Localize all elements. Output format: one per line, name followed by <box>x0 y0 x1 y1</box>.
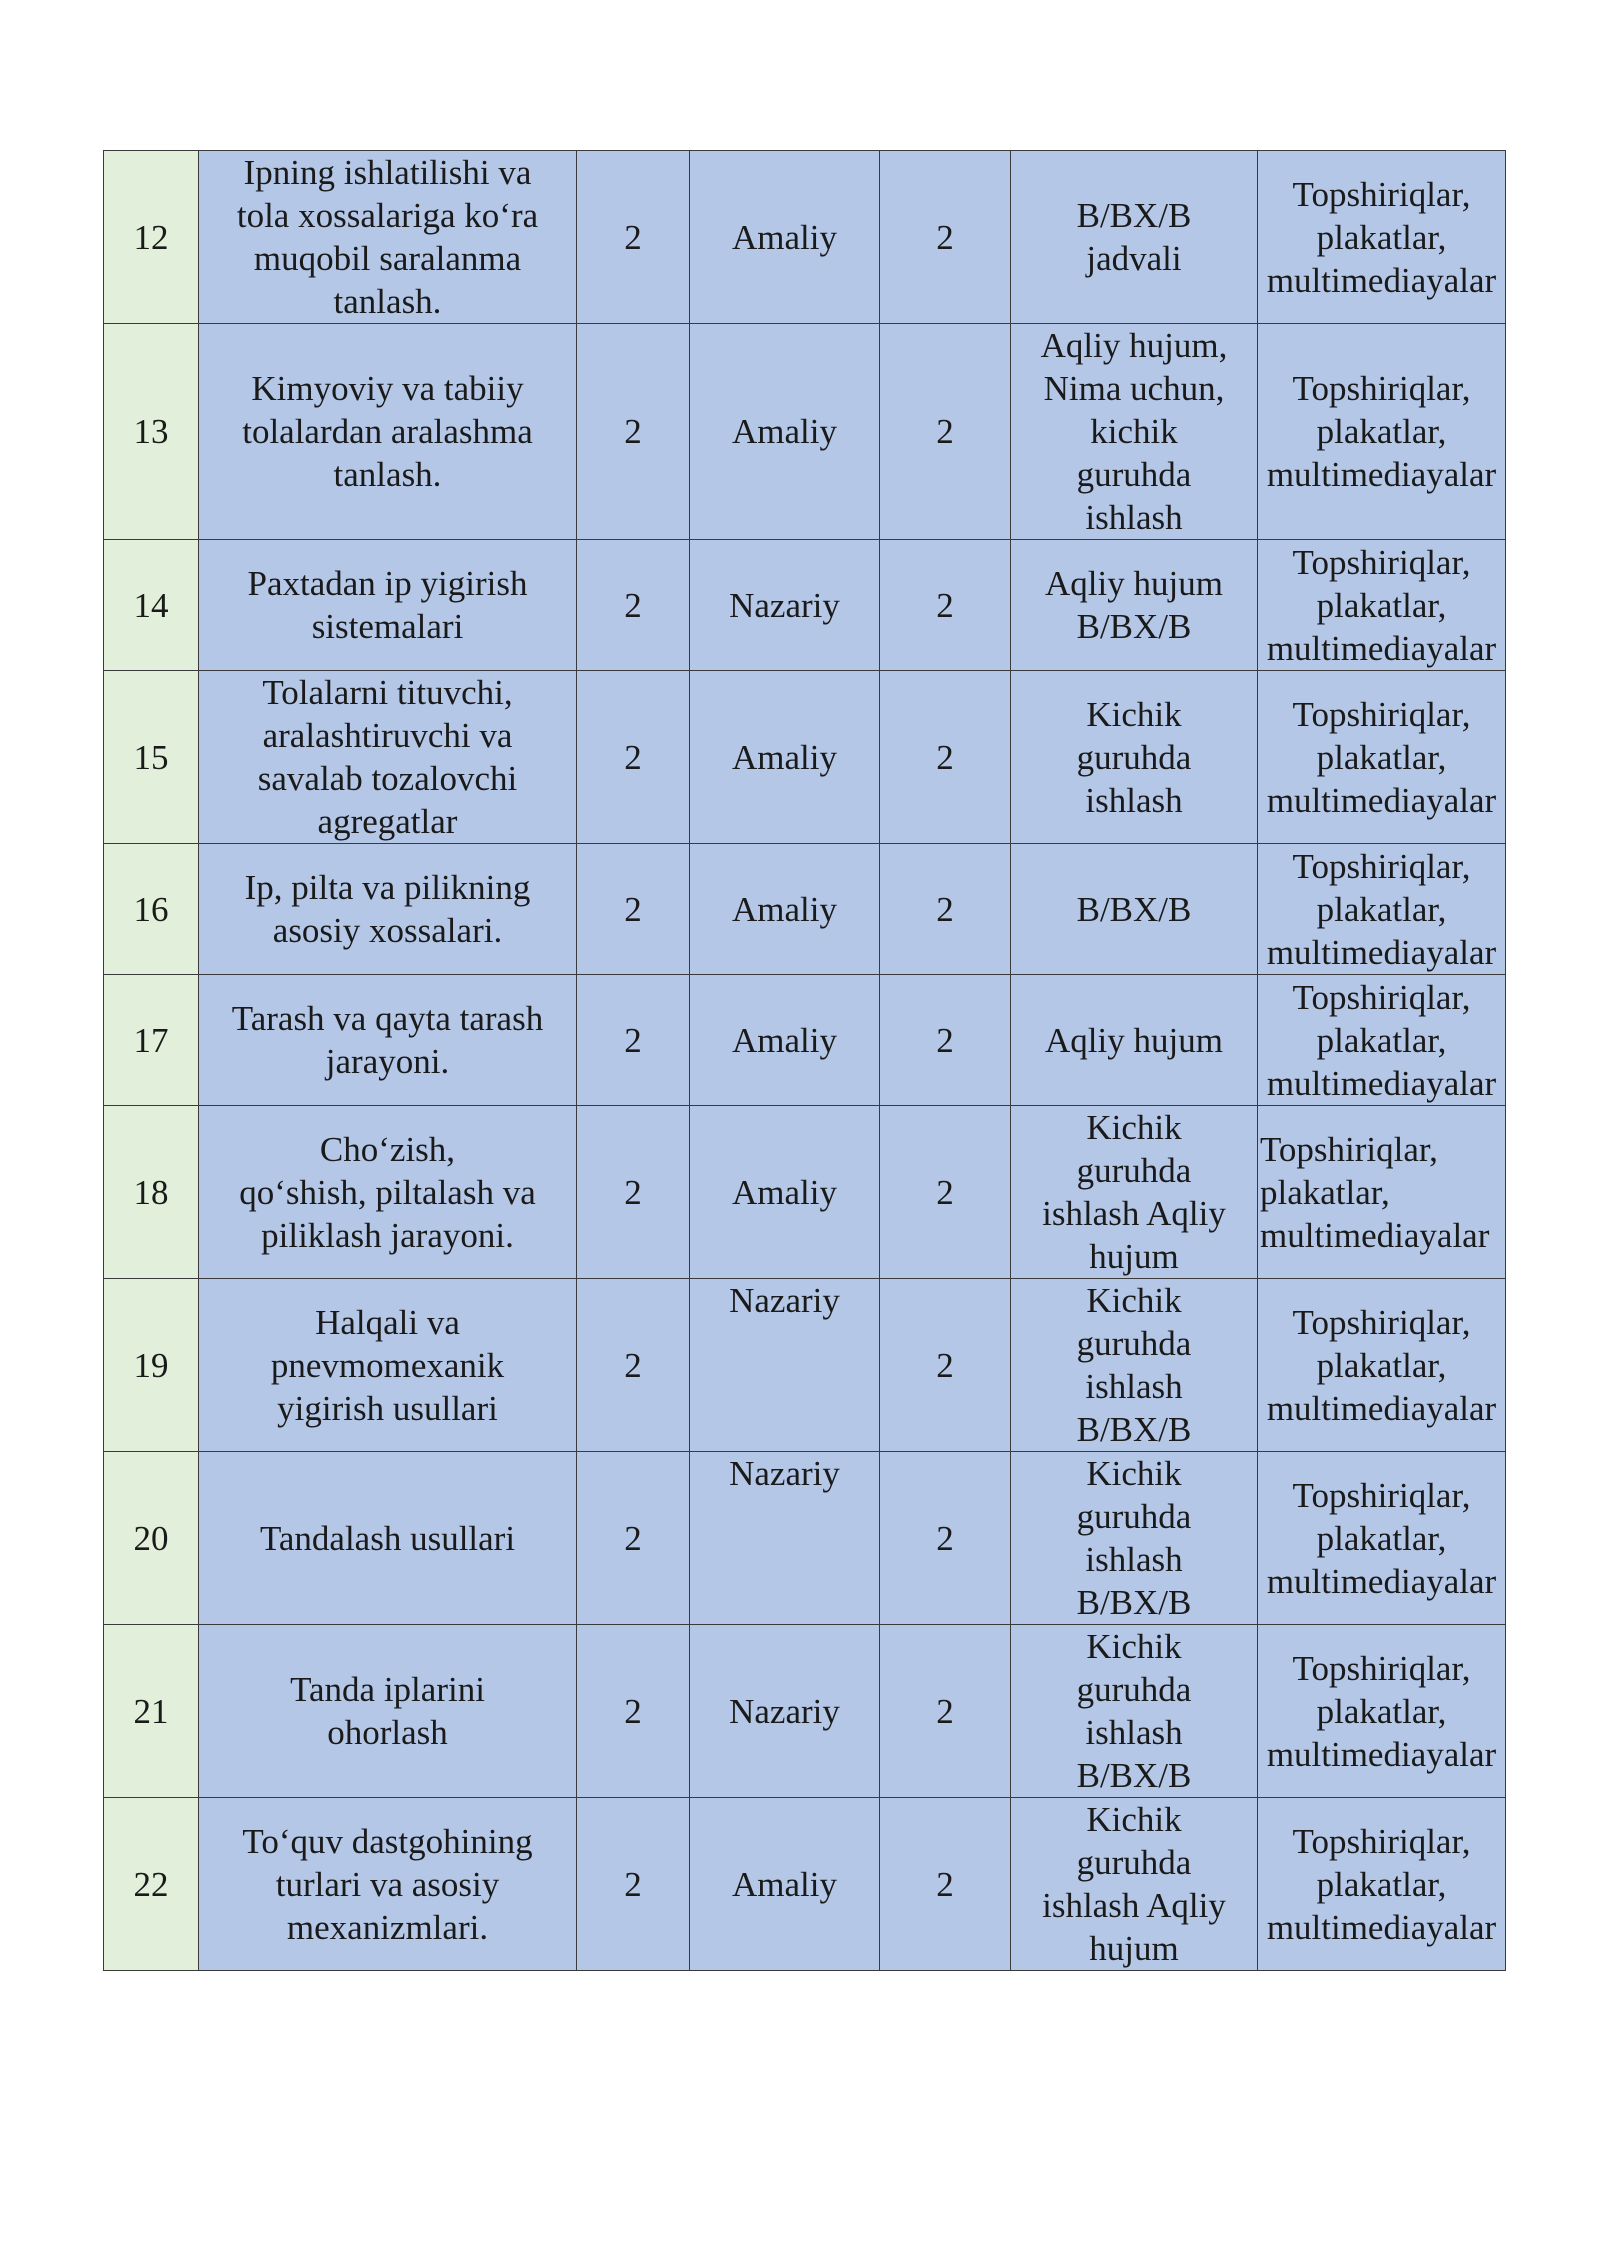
materials-cell <box>1258 1625 1506 1798</box>
method-line: ishlash Aqliy <box>1042 1886 1226 1925</box>
materials-line: plakatlar, <box>1316 412 1447 451</box>
materials-cell <box>1258 1798 1506 1971</box>
method-line: ishlash <box>1085 1540 1183 1579</box>
table-row <box>104 671 1506 844</box>
method-line: Nima uchun, <box>1043 369 1225 408</box>
lesson-type-cell: Nazariy <box>690 1279 880 1452</box>
topic-cell <box>199 1798 577 1971</box>
materials-cell <box>1258 540 1506 671</box>
method-line: hujum <box>1089 1929 1179 1968</box>
materials-line: plakatlar, <box>1316 585 1447 625</box>
week-cell: 2 <box>880 1452 1011 1625</box>
materials-line: Topshiriqlar, <box>1292 174 1471 214</box>
materials-line: plakatlar, <box>1316 889 1447 929</box>
topic-line: Kimyoviy va tabiiy <box>251 369 524 408</box>
week-cell: 2 <box>880 324 1011 540</box>
materials-cell <box>1258 324 1506 540</box>
method-line: B/BX/B <box>1076 196 1192 235</box>
method-line: guruhda <box>1076 737 1192 777</box>
topic-cell <box>199 1279 577 1452</box>
curriculum-table <box>103 150 1506 1971</box>
method-line: B/BX/B <box>1076 889 1192 929</box>
topic-line: savalab tozalovchi <box>257 759 518 798</box>
method-cell <box>1011 1798 1258 1971</box>
materials-line: multimediayalar <box>1266 455 1497 494</box>
topic-line: Tandalash usullari <box>259 1518 516 1558</box>
topic-line: asosiy xossalari. <box>272 911 503 950</box>
topic-cell <box>199 1106 577 1279</box>
week-cell: 2 <box>880 1625 1011 1798</box>
topic-line: ohorlash <box>327 1713 448 1752</box>
lesson-type-cell: Amaliy <box>690 975 880 1106</box>
table-row <box>104 1625 1506 1798</box>
materials-line: multimediayalar <box>1260 1215 1490 1255</box>
topic-line: aralashtiruvchi va <box>262 716 513 755</box>
hours-cell: 2 <box>577 671 690 844</box>
materials-line: multimediayalar <box>1266 1561 1497 1601</box>
hours-cell: 2 <box>577 324 690 540</box>
week-cell: 2 <box>880 1279 1011 1452</box>
lesson-type-cell: Amaliy <box>690 671 880 844</box>
row-number: 14 <box>104 540 199 671</box>
materials-line: Topshiriqlar, <box>1292 977 1471 1017</box>
table-row <box>104 324 1506 540</box>
hours-cell: 2 <box>577 1798 690 1971</box>
method-line: ishlash <box>1085 1367 1183 1406</box>
method-line: guruhda <box>1076 1670 1192 1709</box>
materials-line: plakatlar, <box>1316 1864 1447 1904</box>
materials-line: multimediayalar <box>1266 1388 1497 1428</box>
table-row <box>104 540 1506 671</box>
topic-line: Cho‘zish, <box>319 1129 456 1169</box>
materials-line: Topshiriqlar, <box>1292 694 1471 734</box>
week-cell: 2 <box>880 844 1011 975</box>
lesson-type-cell: Amaliy <box>690 151 880 324</box>
table-row <box>104 1279 1506 1452</box>
method-line: jadvali <box>1086 239 1182 278</box>
topic-line: tanlash. <box>333 282 442 321</box>
materials-line: plakatlar, <box>1316 1691 1447 1731</box>
topic-line: Ip, pilta va pilikning <box>244 868 531 907</box>
method-line: kichik <box>1090 412 1178 451</box>
row-number: 22 <box>104 1798 199 1971</box>
method-line: Aqliy hujum <box>1045 564 1223 603</box>
topic-cell <box>199 844 577 975</box>
hours-cell: 2 <box>577 1279 690 1452</box>
topic-cell <box>199 324 577 540</box>
topic-line: tanlash. <box>333 455 442 494</box>
topic-line: pnevmomexanik <box>270 1345 505 1385</box>
materials-line: plakatlar, <box>1316 737 1447 777</box>
materials-line: plakatlar, <box>1316 1345 1447 1385</box>
method-line: Kichik <box>1086 1281 1182 1320</box>
table-row <box>104 844 1506 975</box>
week-cell: 2 <box>880 975 1011 1106</box>
method-cell <box>1011 1452 1258 1625</box>
lesson-type-cell: Amaliy <box>690 1798 880 1971</box>
row-number: 21 <box>104 1625 199 1798</box>
materials-line: Topshiriqlar, <box>1260 1129 1438 1169</box>
table-row <box>104 1452 1506 1625</box>
materials-line: plakatlar, <box>1316 1020 1447 1060</box>
row-number: 15 <box>104 671 199 844</box>
topic-line: yigirish usullari <box>277 1388 498 1428</box>
materials-cell <box>1258 844 1506 975</box>
method-line: Aqliy hujum, <box>1040 326 1228 365</box>
topic-cell <box>199 540 577 671</box>
lesson-type-cell: Amaliy <box>690 1106 880 1279</box>
materials-line: plakatlar, <box>1260 1172 1390 1212</box>
materials-cell <box>1258 671 1506 844</box>
materials-cell <box>1258 1279 1506 1452</box>
topic-line: muqobil saralanma <box>253 239 522 278</box>
materials-line: plakatlar, <box>1316 217 1447 257</box>
materials-line: Topshiriqlar, <box>1292 1821 1471 1861</box>
method-line: ishlash <box>1085 498 1183 537</box>
materials-line: Topshiriqlar, <box>1292 1648 1471 1688</box>
materials-line: multimediayalar <box>1266 1734 1497 1774</box>
topic-line: tolalardan aralashma <box>242 412 533 451</box>
method-line: guruhda <box>1076 1843 1192 1882</box>
lesson-type-cell: Amaliy <box>690 324 880 540</box>
materials-line: multimediayalar <box>1266 780 1497 820</box>
table-row <box>104 1798 1506 1971</box>
materials-line: multimediayalar <box>1266 260 1497 300</box>
method-line: B/BX/B <box>1076 1756 1192 1795</box>
topic-line: Paxtadan ip yigirish <box>247 564 528 603</box>
method-line: B/BX/B <box>1076 607 1192 646</box>
table-row <box>104 151 1506 324</box>
materials-cell <box>1258 151 1506 324</box>
row-number: 16 <box>104 844 199 975</box>
hours-cell: 2 <box>577 1625 690 1798</box>
topic-line: qo‘shish, piltalash va <box>239 1172 536 1212</box>
method-line: guruhda <box>1076 455 1192 494</box>
hours-cell: 2 <box>577 844 690 975</box>
method-cell <box>1011 540 1258 671</box>
row-number: 19 <box>104 1279 199 1452</box>
method-line: ishlash <box>1085 780 1183 820</box>
hours-cell: 2 <box>577 975 690 1106</box>
topic-cell <box>199 975 577 1106</box>
week-cell: 2 <box>880 151 1011 324</box>
method-cell <box>1011 1625 1258 1798</box>
materials-line: plakatlar, <box>1316 1518 1447 1558</box>
materials-line: Topshiriqlar, <box>1292 846 1471 886</box>
method-line: Kichik <box>1086 1627 1182 1666</box>
topic-line: sistemalari <box>311 607 464 646</box>
topic-line: Halqali va <box>315 1302 460 1342</box>
method-cell <box>1011 975 1258 1106</box>
materials-line: multimediayalar <box>1266 1063 1497 1103</box>
method-line: ishlash Aqliy <box>1042 1194 1226 1233</box>
method-cell <box>1011 844 1258 975</box>
materials-line: multimediayalar <box>1266 932 1497 972</box>
hours-cell: 2 <box>577 1106 690 1279</box>
week-cell: 2 <box>880 540 1011 671</box>
topic-line: agregatlar <box>317 802 458 841</box>
method-line: Kichik <box>1086 1800 1182 1839</box>
method-cell <box>1011 1106 1258 1279</box>
row-number: 18 <box>104 1106 199 1279</box>
method-line: guruhda <box>1076 1324 1192 1363</box>
method-cell <box>1011 671 1258 844</box>
week-cell: 2 <box>880 1798 1011 1971</box>
materials-line: Topshiriqlar, <box>1292 369 1471 408</box>
method-line: guruhda <box>1076 1151 1192 1190</box>
hours-cell: 2 <box>577 540 690 671</box>
materials-line: Topshiriqlar, <box>1292 542 1471 582</box>
method-cell <box>1011 151 1258 324</box>
topic-cell <box>199 671 577 844</box>
topic-line: Tolalarni tituvchi, <box>262 673 513 712</box>
materials-line: multimediayalar <box>1266 1907 1497 1947</box>
row-number: 13 <box>104 324 199 540</box>
method-line: B/BX/B <box>1076 1583 1192 1622</box>
method-cell <box>1011 324 1258 540</box>
hours-cell: 2 <box>577 1452 690 1625</box>
table-row <box>104 975 1506 1106</box>
method-line: B/BX/B <box>1076 1410 1192 1449</box>
topic-line: jarayoni. <box>325 1042 450 1081</box>
topic-line: tola xossalariga ko‘ra <box>236 196 539 235</box>
row-number: 17 <box>104 975 199 1106</box>
table-row <box>104 1106 1506 1279</box>
lesson-type-cell: Nazariy <box>690 540 880 671</box>
topic-line: Tanda iplarini <box>290 1670 485 1709</box>
topic-line: mexanizmlari. <box>286 1907 489 1947</box>
week-cell: 2 <box>880 671 1011 844</box>
lesson-type-cell: Nazariy <box>690 1625 880 1798</box>
week-cell: 2 <box>880 1106 1011 1279</box>
materials-line: Topshiriqlar, <box>1292 1302 1471 1342</box>
lesson-type-cell: Amaliy <box>690 844 880 975</box>
topic-cell <box>199 1452 577 1625</box>
materials-cell <box>1258 975 1506 1106</box>
topic-line: piliklash jarayoni. <box>261 1215 514 1255</box>
row-number: 12 <box>104 151 199 324</box>
method-line: hujum <box>1089 1237 1179 1276</box>
method-line: Kichik <box>1086 1454 1182 1493</box>
materials-cell <box>1258 1106 1506 1279</box>
topic-line: Ipning ishlatilishi va <box>243 153 532 192</box>
materials-line: Topshiriqlar, <box>1292 1475 1471 1515</box>
method-line: Kichik <box>1086 694 1182 734</box>
method-line: ishlash <box>1085 1713 1183 1752</box>
topic-line: Tarash va qayta tarash <box>231 999 544 1038</box>
hours-cell: 2 <box>577 151 690 324</box>
method-line: Kichik <box>1086 1108 1182 1147</box>
topic-line: To‘quv dastgohining <box>242 1821 533 1861</box>
method-line: Aqliy hujum <box>1045 1020 1223 1060</box>
topic-line: turlari va asosiy <box>275 1864 500 1904</box>
materials-line: multimediayalar <box>1266 628 1497 668</box>
method-cell <box>1011 1279 1258 1452</box>
lesson-type-cell: Nazariy <box>690 1452 880 1625</box>
topic-cell <box>199 1625 577 1798</box>
method-line: guruhda <box>1076 1497 1192 1536</box>
topic-cell <box>199 151 577 324</box>
materials-cell <box>1258 1452 1506 1625</box>
row-number: 20 <box>104 1452 199 1625</box>
